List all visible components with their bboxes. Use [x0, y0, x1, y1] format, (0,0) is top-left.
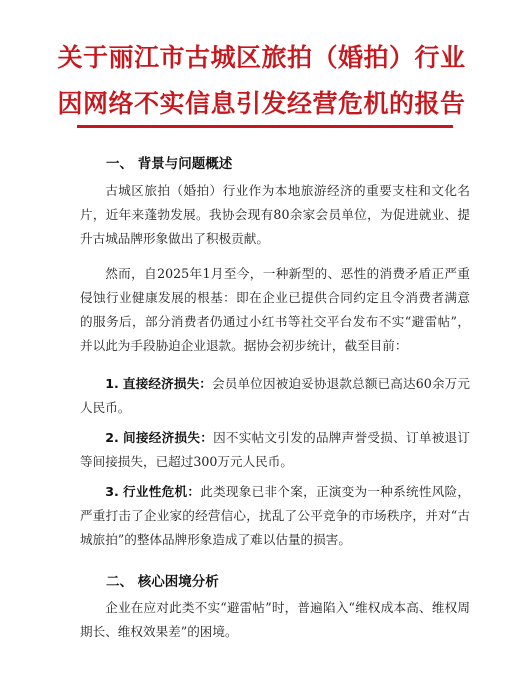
list-item-industry-crisis — [80, 480, 470, 552]
list-item-text: 因不实帖文引发的品牌声誉受损、订单被退订等间接损失，已超过300万元人民币。 — [80, 430, 471, 469]
list-item-text: 会员单位因被迫妥协退款总额已高达60余万元人民币。 — [80, 376, 471, 415]
section-1-paragraph-2: 然而，自2025年1月至今，一种新型的、恶性的消费矛盾正严重侵蚀行业健康发展的根基：即在企业已提供合同约定且令消费者满意的服务后，部分消费者仍通过小红书等社交平台发布不实“避雷帖”，并以此为手段胁迫企业退款。据协会初步统计，截至目前： — [80, 266, 470, 353]
list-item-text: 此类现象已非个案，正演变为一种系统性风险，严重打击了企业家的经营信心，扰乱了公平竞争的市场秩序，并对“古城旅拍”的整体品牌形象造成了难以估量的损害。 — [80, 484, 471, 547]
section-1-heading: 一、 背景与问题概述 — [106, 156, 233, 172]
list-item-indirect-loss — [80, 426, 470, 474]
list-item-number: 3. — [105, 484, 119, 499]
list-item-label: 间接经济损失： — [123, 430, 214, 445]
report-title-line-2: 因网络不实信息引发经营危机的报告 — [57, 89, 466, 118]
list-item-label: 行业性危机： — [123, 484, 201, 499]
list-item-number: 2. — [105, 430, 119, 445]
section-2-heading: 二、 核心困境分析 — [106, 574, 219, 590]
list-item-direct-loss — [80, 372, 470, 420]
report-title-line-1: 关于丽江市古城区旅拍（婚拍）行业 — [57, 43, 466, 72]
list-item-label: 直接经济损失： — [122, 376, 213, 391]
title-divider — [77, 125, 453, 128]
section-1-paragraph-1: 古城区旅拍（婚拍）行业作为本地旅游经济的重要支柱和文化名片，近年来蓬勃发展。我协会现有80余家会员单位，为促进就业、提升古城品牌形象做出了积极贡献。 — [80, 183, 470, 246]
section-2-paragraph-1: 企业在应对此类不实“避雷帖”时，普遍陷入“维权成本高、维权周期长、维权效果差”的困境。 — [80, 600, 470, 639]
list-item-number: 1. — [105, 376, 119, 391]
